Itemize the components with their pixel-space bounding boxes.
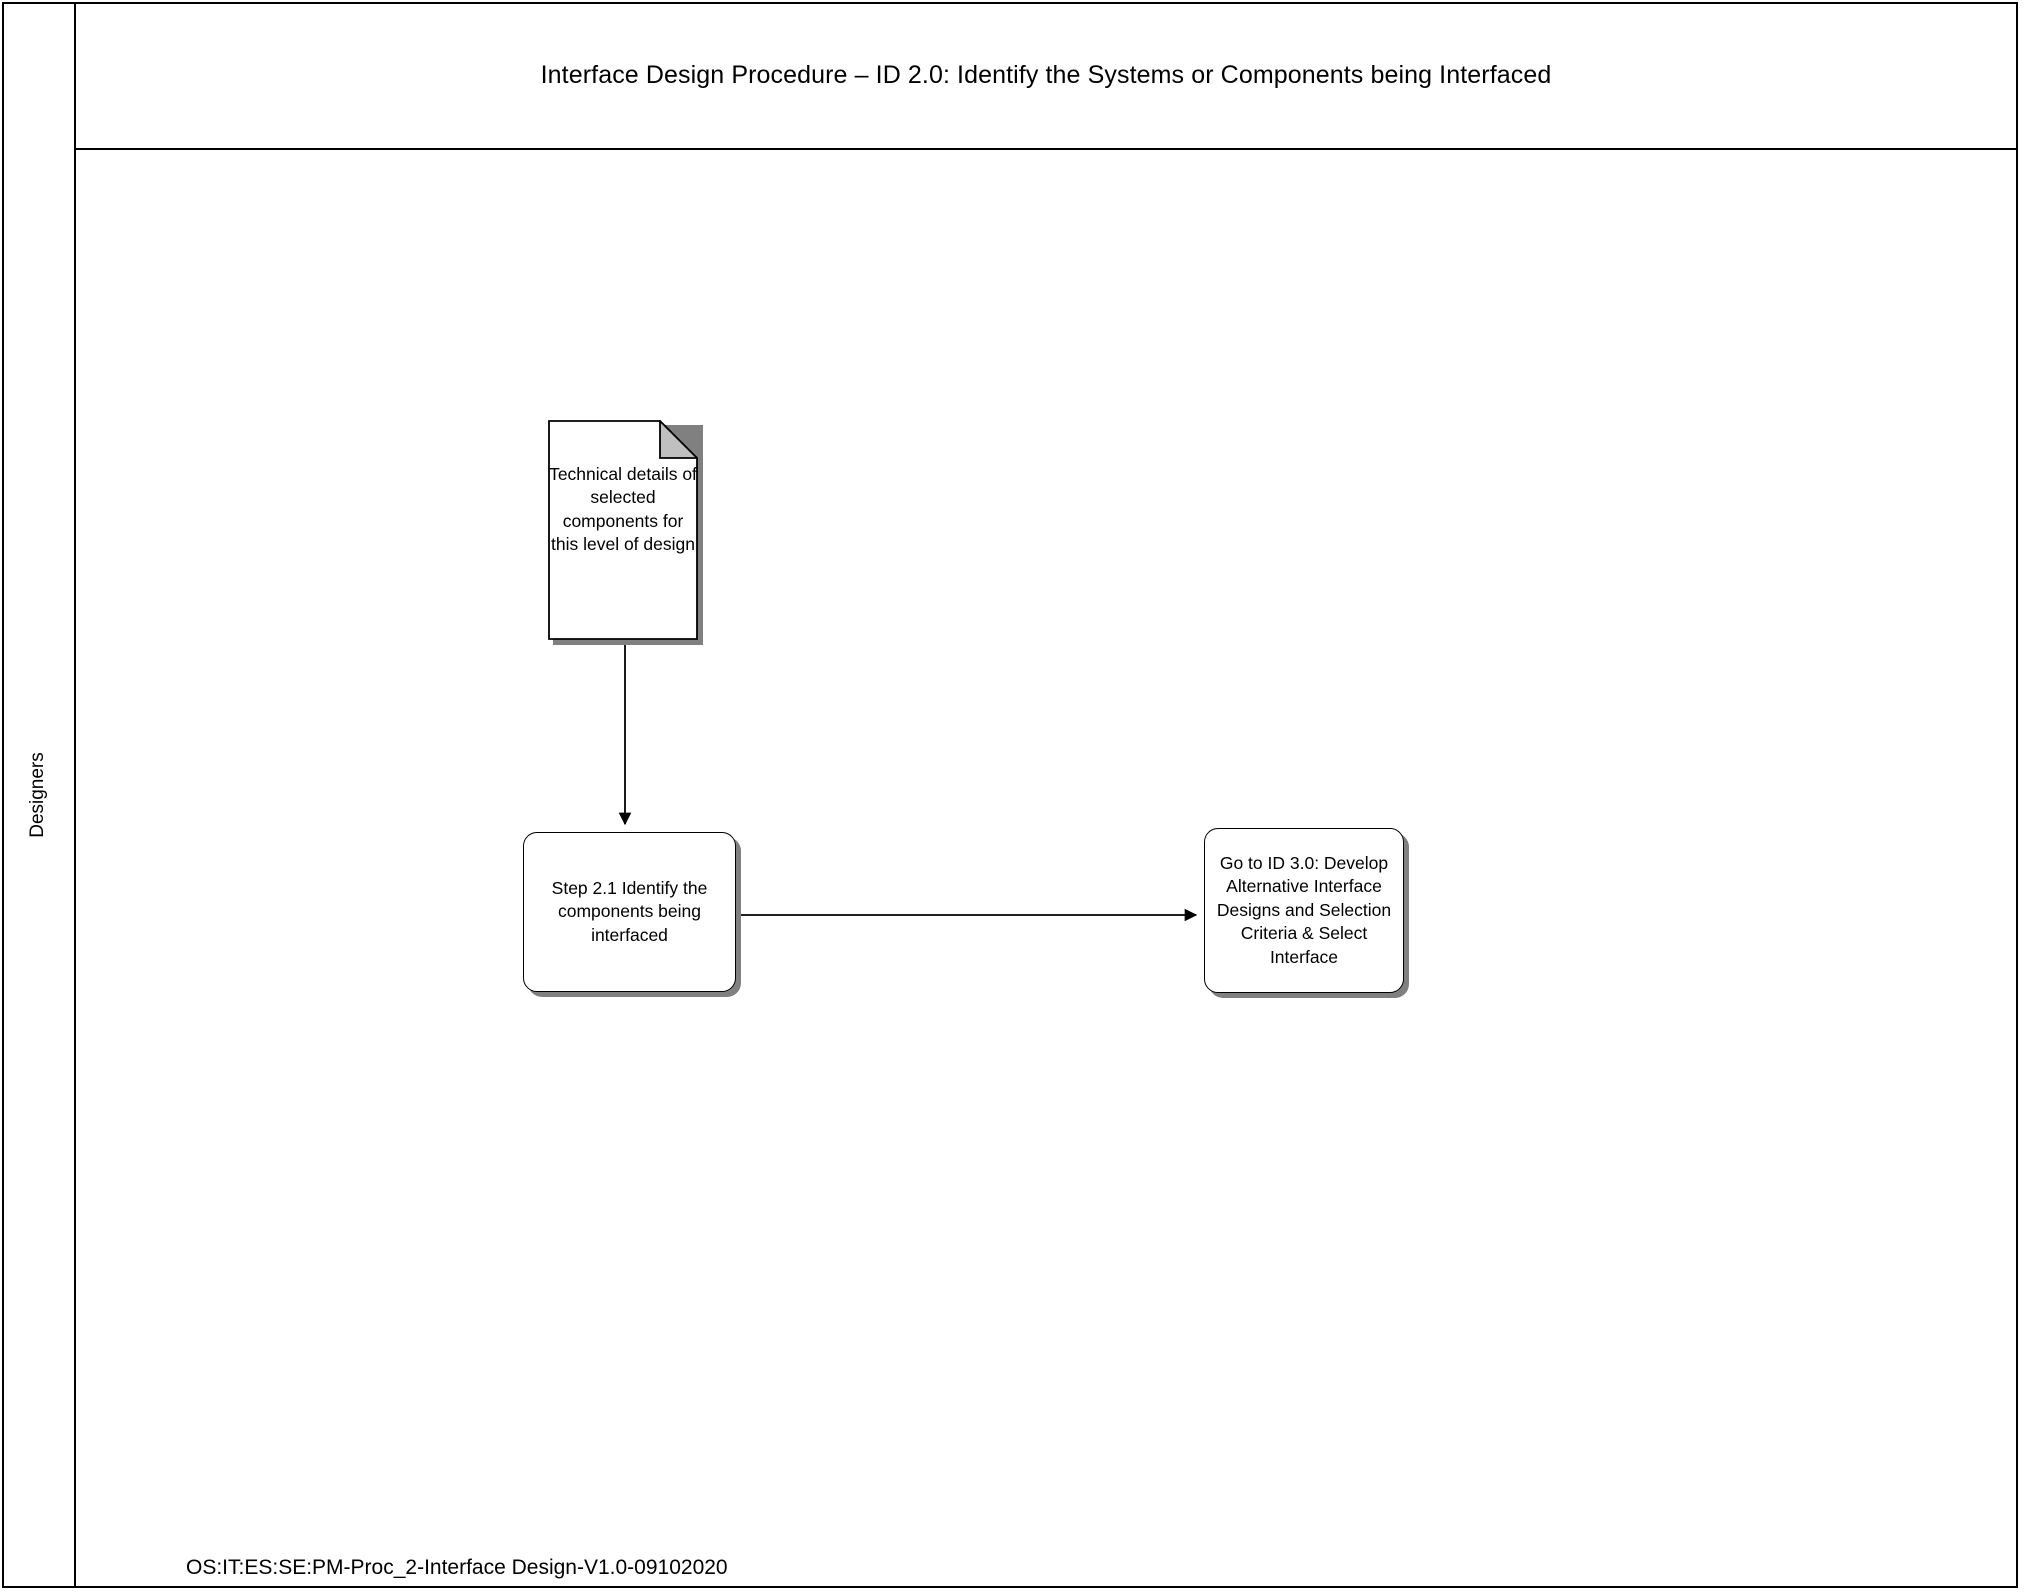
swimlane-frame xyxy=(74,2,2018,1588)
node-document-body xyxy=(548,420,698,640)
node-document-label: Technical details of selected components for this level of design xyxy=(549,464,697,554)
swimlane-role-label-text: Designers xyxy=(27,752,49,838)
diagram-title-bar xyxy=(74,2,2018,150)
node-step-2-1-box xyxy=(523,832,736,992)
node-goto-id-3-0[interactable] xyxy=(1204,828,1404,993)
node-step-2-1-label: Step 2.1 Identify the components being interfaced xyxy=(551,877,708,945)
node-goto-id-3-0-label: Go to ID 3.0: Develop Alternative Interface Designs and Selection Criteria & Select Interface xyxy=(1216,852,1392,967)
footer-document-id: OS:IT:ES:SE:PM-Proc_2-Interface Design-V1.0-09102020 xyxy=(186,1556,728,1579)
page-title: Interface Design Procedure – ID 2.0: Identify the Systems or Components being Interfaced xyxy=(540,60,1552,89)
swimlane-role-label xyxy=(2,2,74,1588)
node-step-2-1[interactable] xyxy=(523,832,736,992)
node-goto-id-3-0-box xyxy=(1204,828,1404,993)
node-document[interactable] xyxy=(548,420,698,640)
